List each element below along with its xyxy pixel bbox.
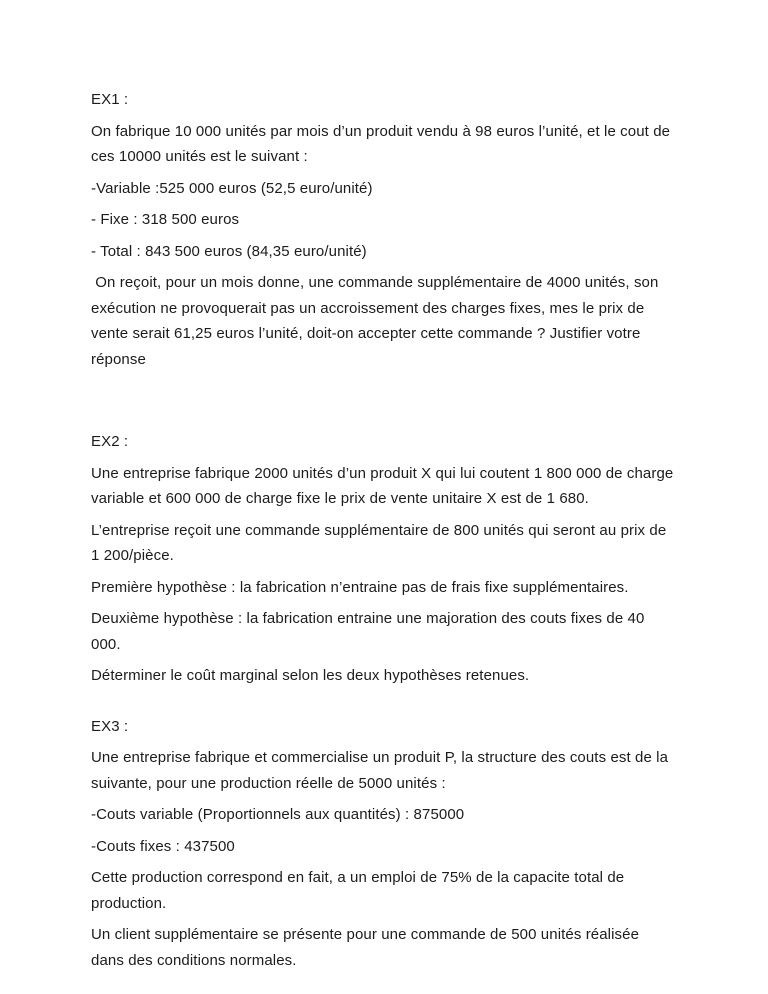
ex3-capacity-line: Cette production correspond en fait, a un emploi de 75% de la capacite total de production. xyxy=(91,869,629,912)
ex1-title: EX1 : xyxy=(91,91,129,108)
ex2-order: L’entreprise reçoit une commande supplémentaire de 800 unités qui seront au prix de 1 200/pièce. xyxy=(91,521,671,564)
ex2-title: EX2 : xyxy=(91,433,129,450)
ex1-intro: On fabrique 10 000 unités par mois d’un produit vendu à 98 euros l’unité, et le cout de ces 10000 unités est le suivant : xyxy=(91,122,675,165)
ex3-title: EX3 : xyxy=(91,717,129,735)
ex1-fixed-cost-line: - Fixe : 318 500 euros xyxy=(91,211,240,228)
ex3-intro: Une entreprise fabrique et commercialise un produit P, la structure des couts est de la suivante, pour une production réelle de 5000 unités : xyxy=(91,749,673,792)
ex2-hypothesis-1: Première hypothèse : la fabrication n’entraine pas de frais fixe supplémentaires. xyxy=(91,578,629,596)
ex2-intro: Une entreprise fabrique 2000 unités d’un produit X qui lui coutent 1 800 000 de charge variable et 600 000 de charge fixe le prix de vente unitaire X est de 1 680. xyxy=(91,464,678,507)
ex2-hypothesis-2: Deuxième hypothèse : la fabrication entraine une majoration des couts fixes de 40 000. xyxy=(91,610,649,653)
ex1-total-cost-line: - Total : 843 500 euros (84,35 euro/unité) xyxy=(91,242,367,260)
ex3-variable-costs-line: -Couts variable (Proportionnels aux quantités) : 875000 xyxy=(91,806,465,823)
ex1-question: On reçoit, pour un mois donne, une commande supplémentaire de 4000 unités, son exécution ne provoquerait pas un accroissement des charges fixes, mes le prix de vente serait 61,25 euros l’unité, doit-on accepter cette commande ? Justifier votre réponse xyxy=(91,274,663,368)
ex1-variable-cost-line: -Variable :525 000 euros (52,5 euro/unité) xyxy=(91,179,373,197)
ex3-fixed-costs-line: -Couts fixes : 437500 xyxy=(91,837,235,855)
ex3-order: Un client supplémentaire se présente pour une commande de 500 unités réalisée dans des conditions normales. xyxy=(91,926,644,969)
ex2-task: Déterminer le coût marginal selon les deux hypothèses retenues. xyxy=(91,667,530,684)
